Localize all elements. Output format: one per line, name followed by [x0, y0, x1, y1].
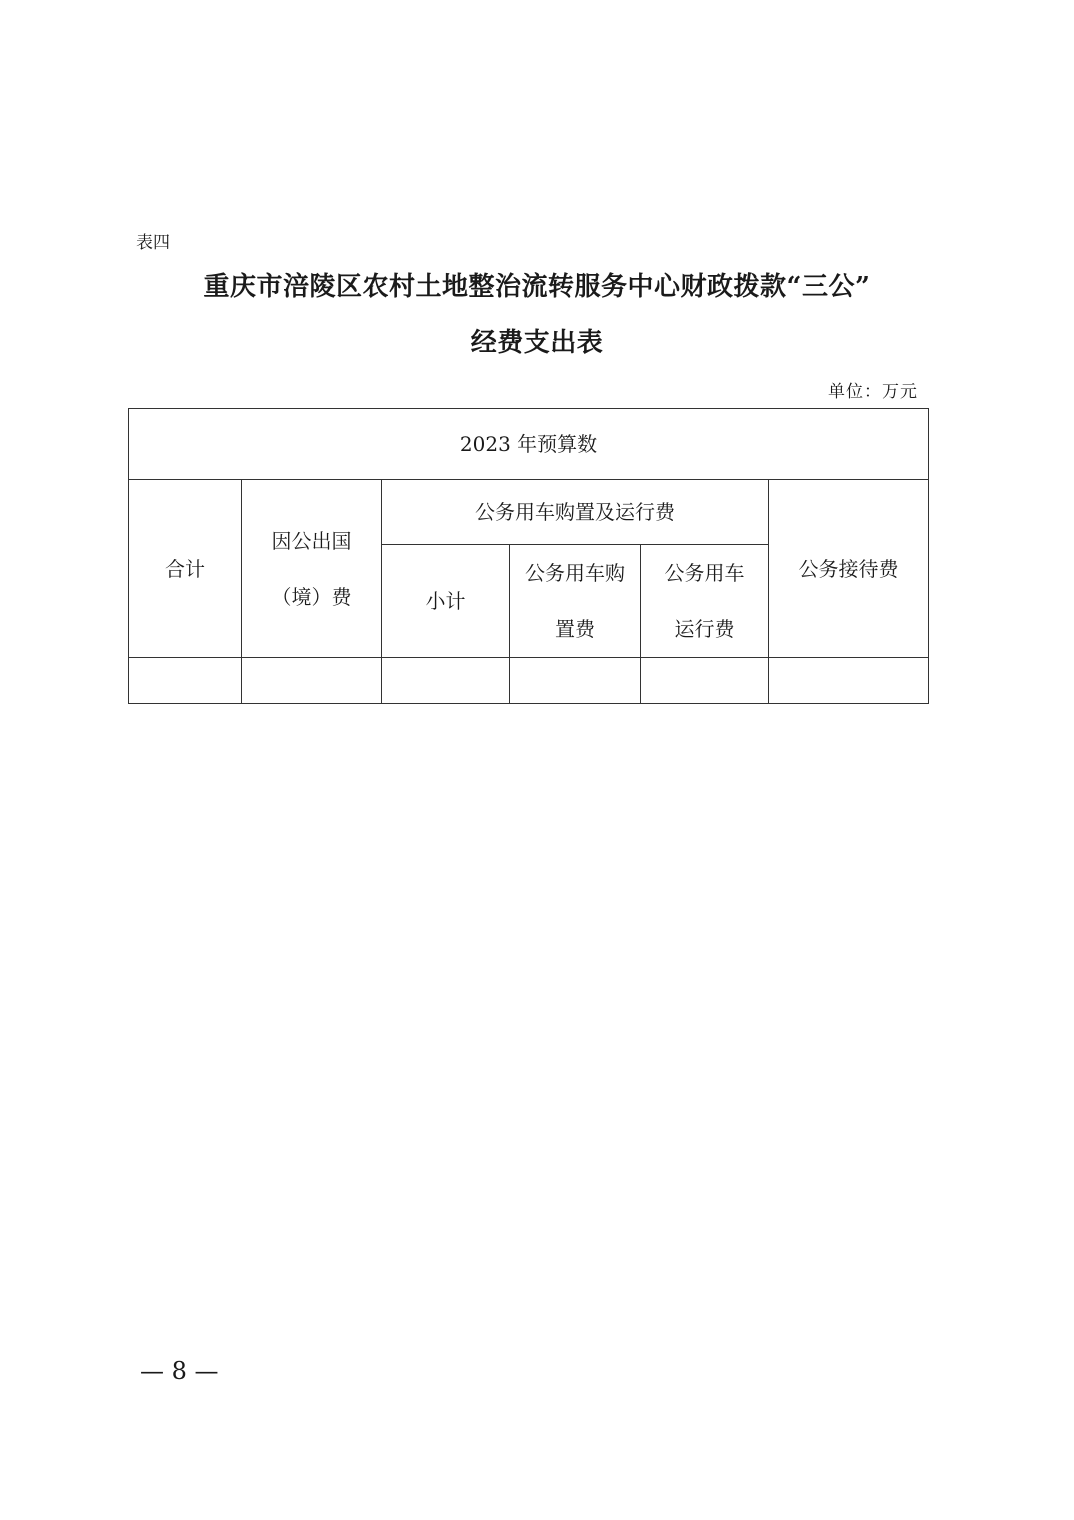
header-vehicle-operation-line1: 公务用车 — [664, 561, 745, 585]
data-cell-total — [129, 658, 242, 704]
data-cell-reception — [769, 658, 929, 704]
year-budget-header: 2023 年预算数 — [129, 409, 929, 480]
header-abroad-line2: （境）费 — [271, 584, 352, 609]
document-title-line1: 重庆市涪陵区农村土地整治流转服务中心财政拨款“三公” — [203, 272, 871, 302]
header-reception-expense: 公务接待费 — [769, 480, 929, 658]
header-vehicle-purchase-line2: 置费 — [555, 617, 595, 641]
header-vehicle-operation — [641, 545, 769, 658]
data-cell-vehicle-operation — [641, 658, 769, 704]
page-number: — 8 — — [140, 1357, 219, 1385]
table-label: 表四 — [136, 233, 170, 253]
data-cell-abroad — [242, 658, 382, 704]
header-vehicle-group: 公务用车购置及运行费 — [382, 480, 769, 545]
header-abroad-expense — [242, 480, 382, 658]
data-cell-subtotal — [382, 658, 510, 704]
table-row — [129, 480, 929, 545]
document-title-line2: 经费支出表 — [470, 328, 604, 358]
header-abroad-line1: 因公出国 — [271, 528, 352, 553]
unit-label: 单位：万元 — [828, 382, 918, 402]
data-cell-vehicle-purchase — [510, 658, 641, 704]
header-total: 合计 — [129, 480, 242, 658]
header-vehicle-purchase — [510, 545, 641, 658]
header-subtotal: 小计 — [382, 545, 510, 658]
budget-table — [128, 408, 929, 704]
table-row — [129, 658, 929, 704]
header-vehicle-purchase-line1: 公务用车购 — [525, 561, 625, 585]
table-row — [129, 409, 929, 480]
header-vehicle-operation-line2: 运行费 — [674, 617, 735, 641]
